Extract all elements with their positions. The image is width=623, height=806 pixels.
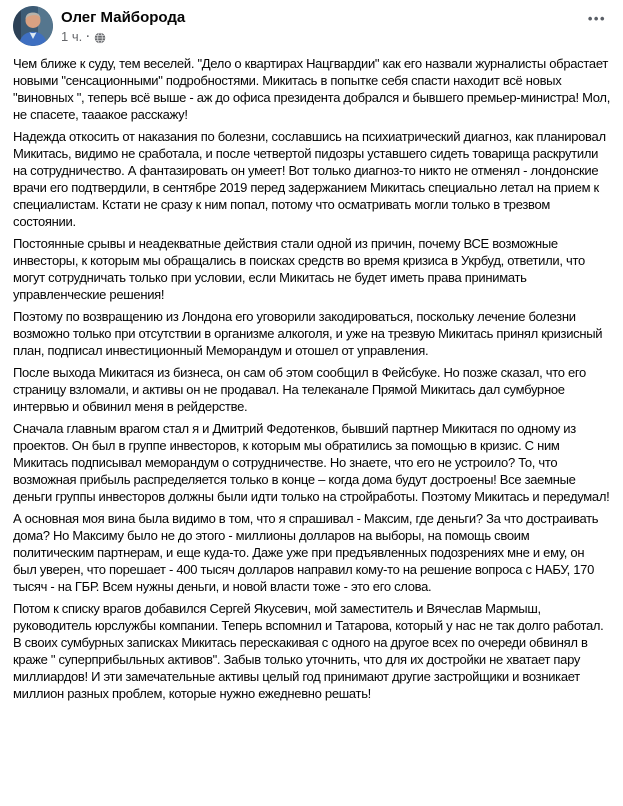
post-paragraph: Сначала главным врагом стал я и Дмитрий Федотенков, бывший партнер Микитася по одному из проектов. Он был в группе инвесторов, к которым мы обратились за помощью в кризис. С ним Микитась подписывал меморандум о сотрудничестве. Но знаете, что его не устроило? То, что возможная прибыль распределяется только в конце – когда дома будут достроены! Все заемные деньги группы инвесторов должны были идти только на стройработы. Поэтому Микитась и передумал! bbox=[13, 421, 610, 504]
post-paragraph: После выхода Микитася из бизнеса, он сам об этом сообщил в Фейсбуке. Но позже сказал, что его страницу взломали, и активы он не продавал. На телеканале Прямой Микитась дал сумбурное интервью и обвинил меня в рейдерстве. bbox=[13, 365, 586, 414]
post-paragraph: Надежда откосить от наказания по болезни, сославшись на психиатрический диагноз, как планировал Микитась, видимо не сработала, и после четвертой пидозры уставшего сидеть товарища раскрутили на сотрудничество. А фантазировать он умеет! Вот только диагноз-то никто не отменял - лондонские врачи его подтвердили, в сентябре 2019 перед задержанием Микитась специально летал на прием к специалистам. Кстати не сразу к ним попал, потому что осматривать могли только в трезвом состоянии. bbox=[13, 129, 606, 229]
globe-icon bbox=[94, 32, 106, 44]
post-meta bbox=[61, 29, 185, 45]
author-avatar[interactable] bbox=[13, 6, 53, 46]
post-timestamp[interactable]: 1 ч. bbox=[61, 29, 83, 44]
author-block bbox=[61, 6, 185, 45]
ellipsis-icon: ••• bbox=[587, 11, 606, 26]
dot-separator: · bbox=[86, 31, 90, 43]
post-header bbox=[13, 0, 610, 55]
author-name[interactable]: Олег Майборода bbox=[61, 9, 186, 26]
post-paragraph: Чем ближе к суду, тем веселей. "Дело о квартирах Нацгвардии" как его назвали журналисты обрастает новыми "сенсационными" подробностями. Микитась в попытке себя спасти находит всё новых "виновных ", теперь всё выше - аж до офиса президента добрался и бывшего премьер-министра! Мол, не спасете, тааакое расскажу! bbox=[13, 56, 611, 122]
avatar-photo-icon bbox=[13, 6, 53, 46]
post-paragraph: Постоянные срывы и неадекватные действия стали одной из причин, почему ВСЕ возможные инвесторы, к которым мы обращались в поисках средств во время кризиса в Укрбуд, ответили, что могут сотрудничать только при условии, если Микитась не будет иметь права принимать управленческие решения! bbox=[13, 236, 585, 302]
post-paragraph: Потом к списку врагов добавился Сергей Якусевич, мой заместитель и Вячеслав Мармыш, руководитель юрслужбы компании. Теперь вспомнил и Татарова, который у нас не так долго работал. В своих сумбурных записках Микитась перескакивая с одного на другое всех по очереди обвинял в краже " суперприбыльных активов". Забыв только уточнить, что для их достройки не хватает пару миллиардов! И эти замечательные активы целый год принимают другие застройщики и возникает миллион разных проблем, которые нужно ежедневно решать! bbox=[13, 601, 604, 701]
post-body bbox=[13, 55, 610, 702]
more-options-button[interactable] bbox=[584, 8, 610, 30]
post-paragraph: Поэтому по возвращению из Лондона его уговорили закодироваться, поскольку лечение болезни возможно только при отсутствии в организме алкоголя, и уже на трезвую Микитась принял кризисный план, подписал инвестиционный Меморандум и отошел от управления. bbox=[13, 309, 603, 358]
post-paragraph: А основная моя вина была видимо в том, что я спрашивал - Максим, где деньги? За что достраивать дома? Но Максиму было не до этого - миллионы долларов на выборы, на помощь своим политическим партнерам, и еще куда-то. Даже уже при предъявленных подозрениях мне и ему, он был уверен, что порешает - 400 тысяч долларов направил кому-то на решение вопроса с НАБУ, 170 тысяч - на ГБР. Всем нужны деньги, и новой власти тоже - это его слова. bbox=[13, 511, 599, 594]
